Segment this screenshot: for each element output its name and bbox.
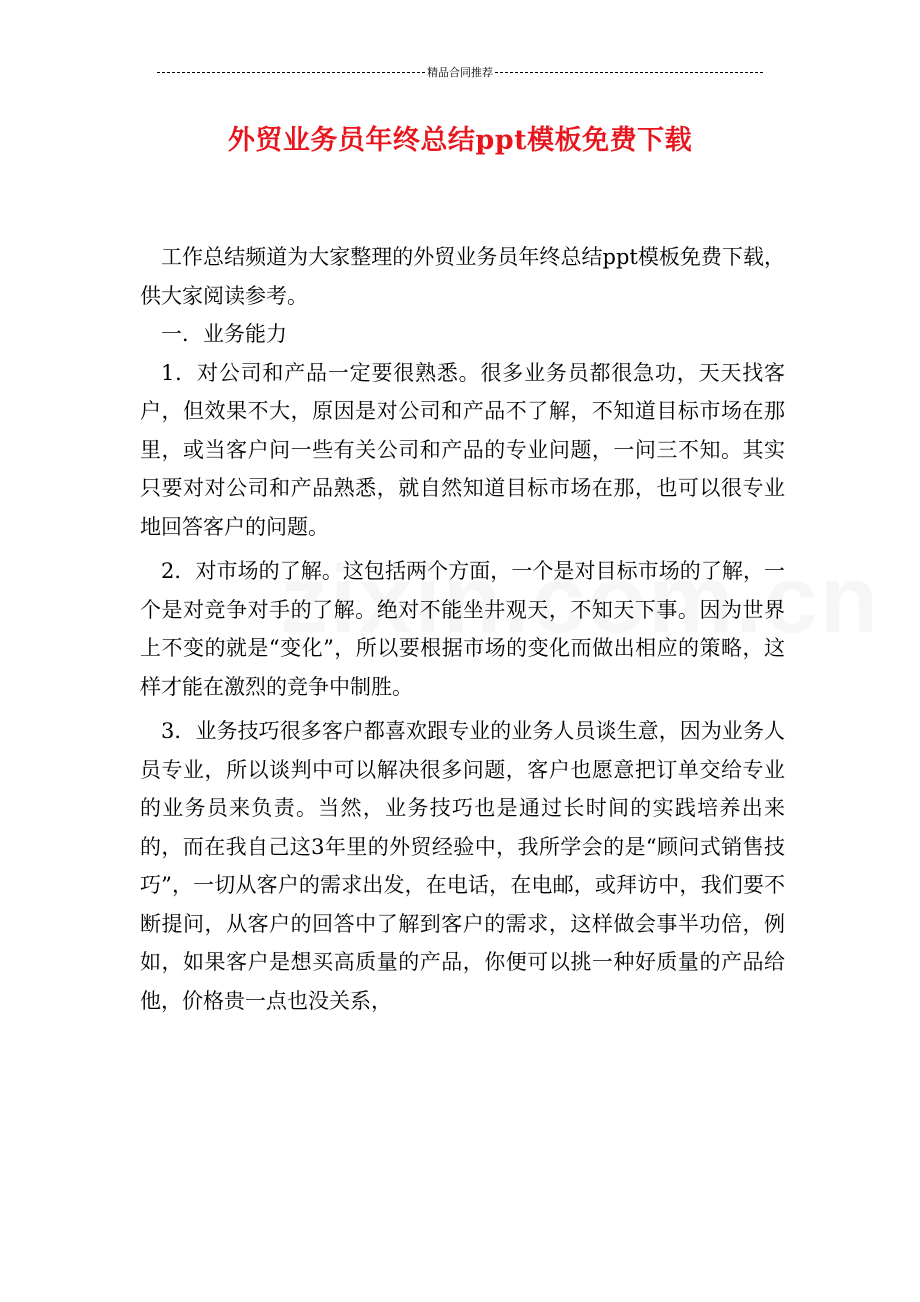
paragraph-item-2: 2．对市场的了解。这包括两个方面，一个是对目标市场的了解，一个是对竞争对手的了解。绝对不能坐井观天，不知天下事。因为世界上不变的就是“变化”，所以要根据市场的变化而做出相应的策略，这样才能在激烈的竞争中制胜。 [140, 559, 785, 699]
document-body [140, 238, 785, 1020]
section-heading: 一．业务能力 [161, 322, 287, 346]
header-label: 精品合同推荐 [427, 67, 493, 79]
header-dash-left [157, 72, 425, 73]
paragraph-item-3: 3．业务技巧很多客户都喜欢跟专业的业务人员谈生意，因为业务人员专业，所以谈判中可以解决很多问题，客户也愿意把订单交给专业的业务员来负责。当然，业务技巧也是通过长时间的实践培养出来的，而在我自己这3年里的外贸经验中，我所学会的是“顾问式销售技巧”，一切从客户的需求出发，在电话，在电邮，或拜访中，我们要不断提问，从客户的回答中了解到客户的需求，这样做会事半功倍，例如，如果客户是想买高质量的产品，你便可以挑一种好质量的产品给他，价格贵一点也没关系， [140, 719, 785, 1013]
document-title: 外贸业务员年终总结ppt模板免费下载 [227, 125, 693, 156]
page-header [140, 64, 780, 80]
paragraph-intro: 工作总结频道为大家整理的外贸业务员年终总结ppt模板免费下载，供大家阅读参考。 [140, 245, 785, 308]
paragraph-item-1: 1．对公司和产品一定要很熟悉。很多业务员都很急功，天天找客户，但效果不大，原因是对公司和产品不了解，不知道目标市场在那里，或当客户问一些有关公司和产品的专业问题，一问三不知。其实只要对对公司和产品熟悉，就自然知道目标市场在那，也可以很专业地回答客户的问题。 [140, 360, 785, 539]
header-dash-right [495, 72, 763, 73]
